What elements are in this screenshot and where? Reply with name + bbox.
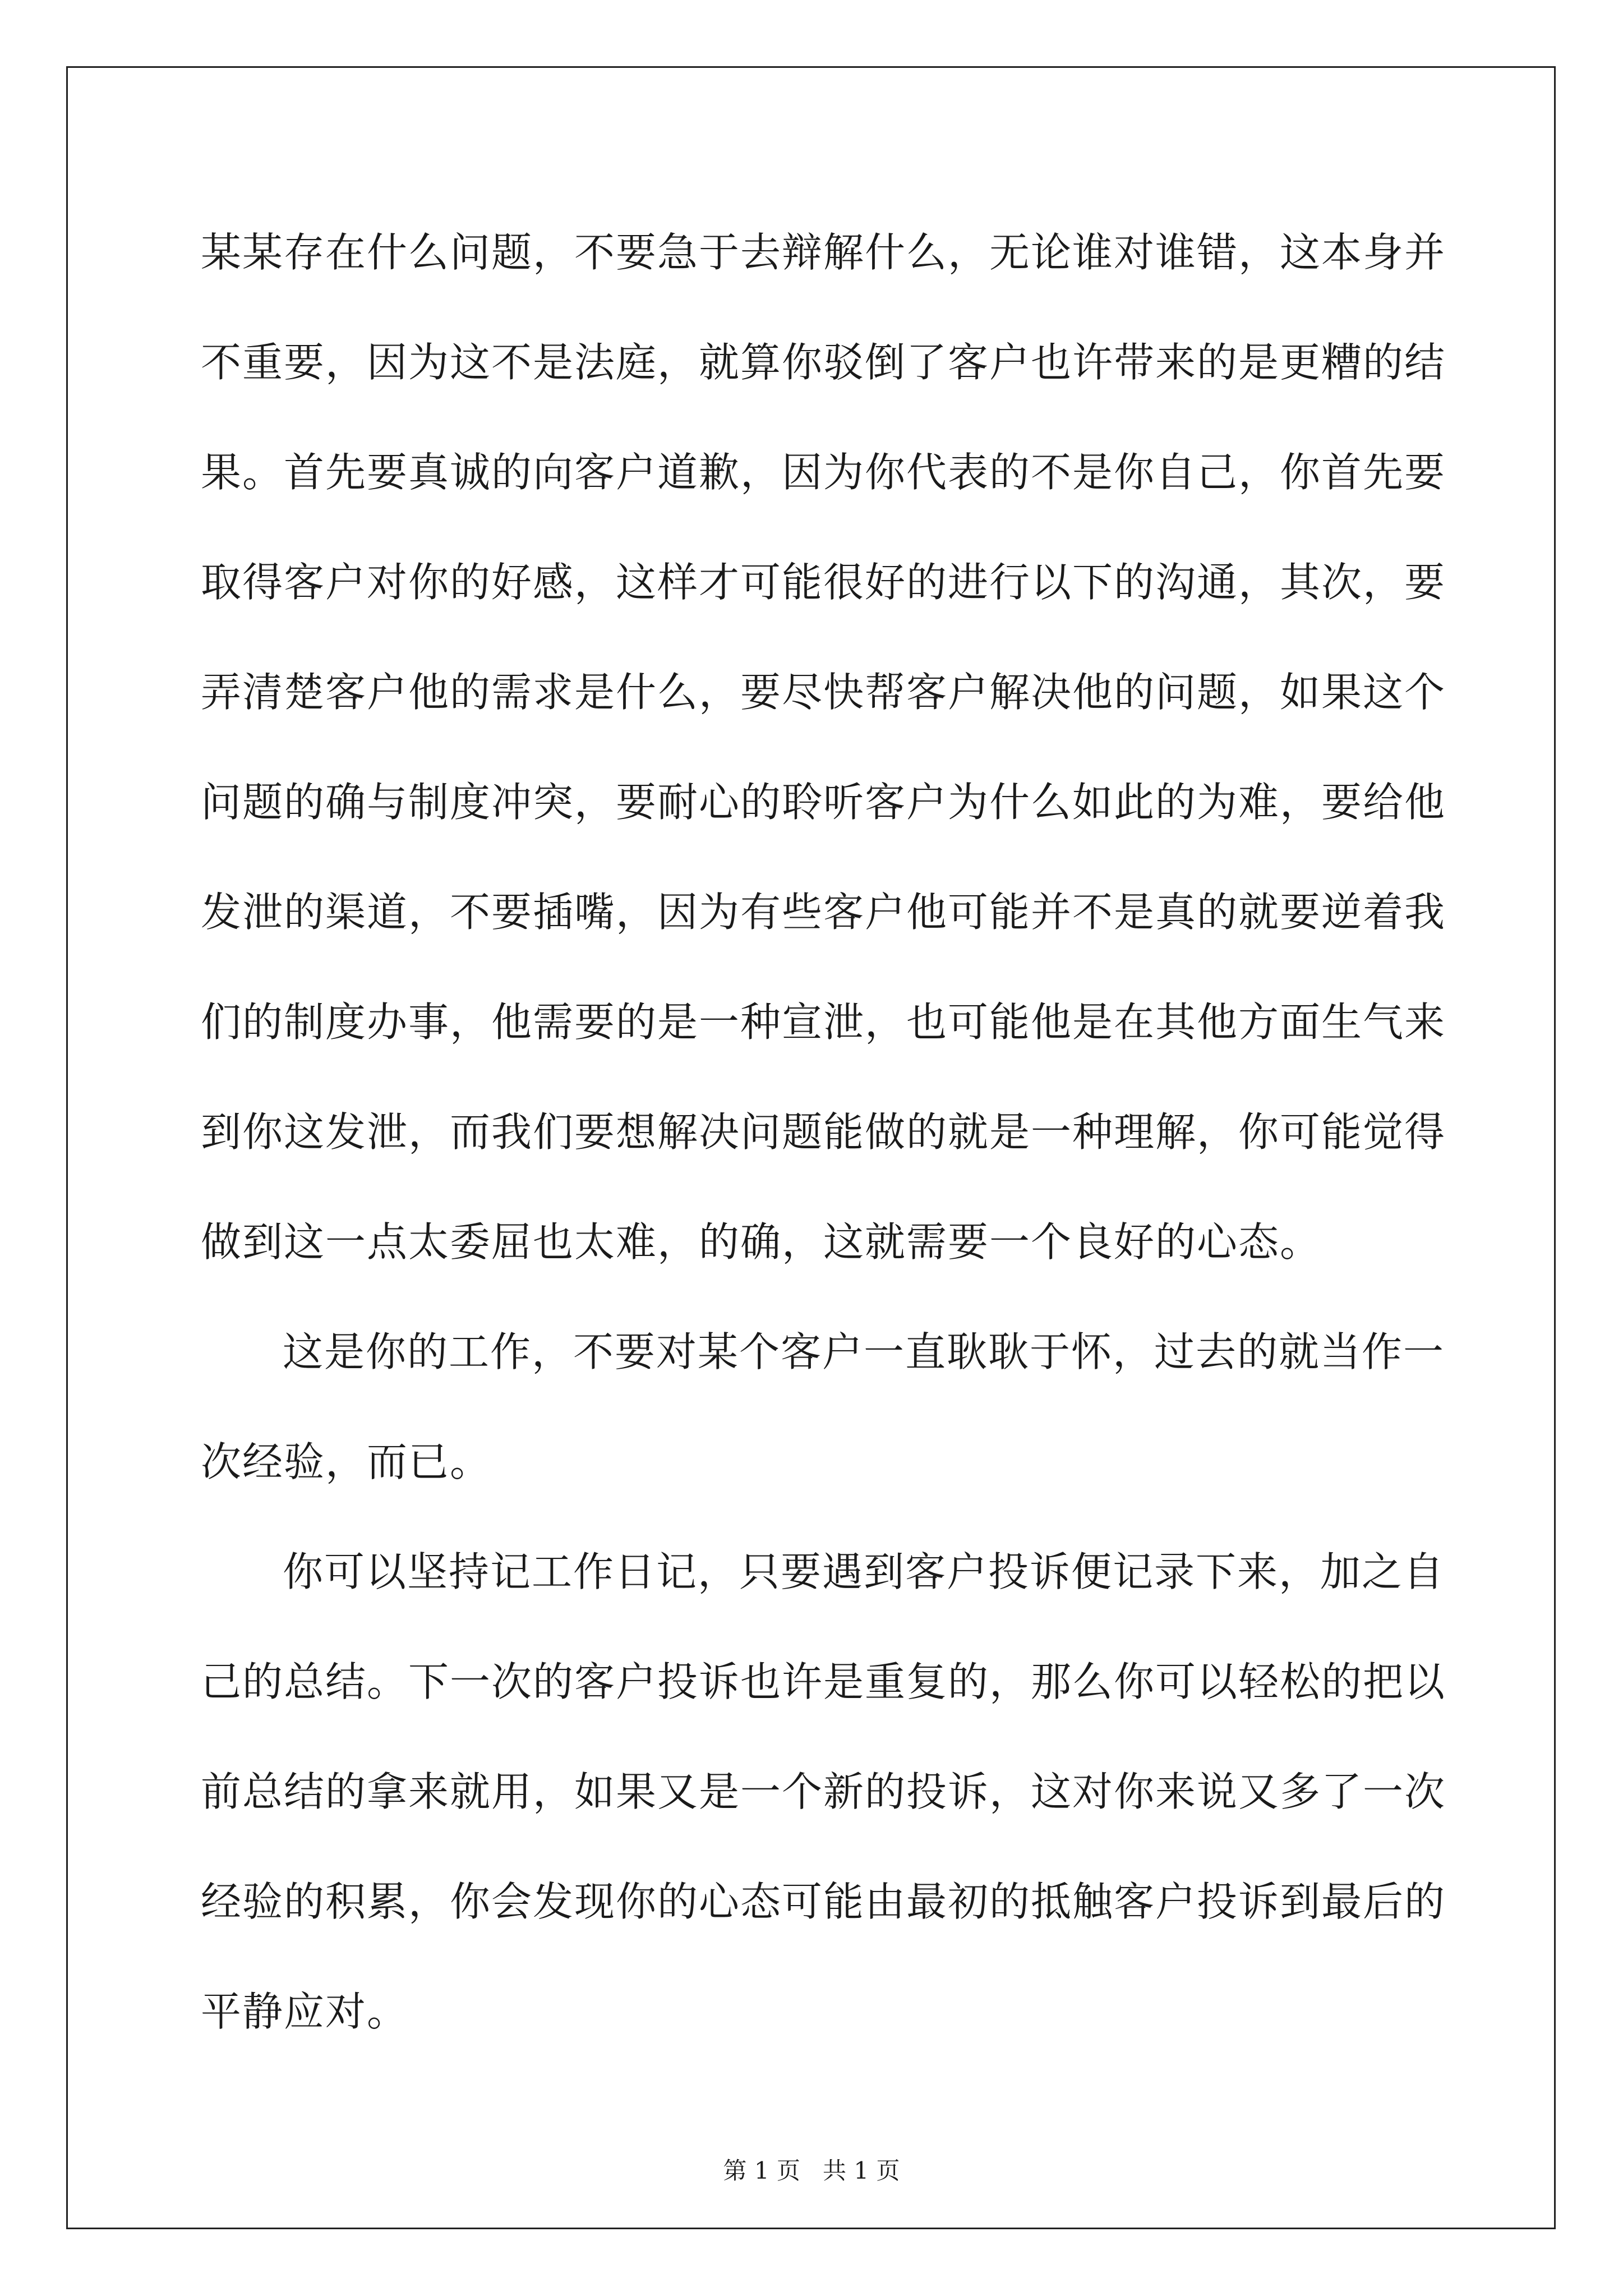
text-line: 次经验，而已。 xyxy=(201,1438,492,1485)
paragraph xyxy=(201,1310,1445,1530)
text-line: 发泄的渠道，不要插嘴，因为有些客户他可能并不是真的就要逆着我 xyxy=(201,889,1446,936)
paragraph xyxy=(201,1530,1446,2079)
document-body xyxy=(201,210,1446,2079)
page-number: 第 1 页 xyxy=(723,2157,800,2184)
text-line: 前总结的拿来就用，如果又是一个新的投诉，这对你来说又多了一次 xyxy=(201,1768,1446,1815)
text-line: 们的制度办事，他需要的是一种宣泄，也可能他是在其他方面生气来 xyxy=(201,999,1446,1046)
page-footer xyxy=(0,2154,1623,2188)
text-line: 这是你的工作，不要对某个客户一直耿耿于怀，过去的就当作一 xyxy=(283,1328,1445,1375)
text-line: 己的总结。下一次的客户投诉也许是重复的，那么你可以轻松的把以 xyxy=(201,1658,1446,1705)
text-line: 做到这一点太委屈也太难，的确，这就需要一个良好的心态。 xyxy=(201,1218,1322,1266)
page-total: 共 1 页 xyxy=(823,2157,900,2184)
text-line: 果。首先要真诚的向客户道歉，因为你代表的不是你自己，你首先要 xyxy=(201,449,1446,496)
text-line: 你可以坚持记工作日记，只要遇到客户投诉便记录下来，加之自 xyxy=(283,1548,1445,1595)
paragraph xyxy=(201,210,1446,1310)
text-line: 某某存在什么问题，不要急于去辩解什么，无论谁对谁错，这本身并 xyxy=(201,229,1446,276)
text-line: 取得客户对你的好感，这样才可能很好的进行以下的沟通，其次，要 xyxy=(201,559,1446,606)
text-line: 到你这发泄，而我们要想解决问题能做的就是一种理解，你可能觉得 xyxy=(201,1108,1446,1156)
text-line: 经验的积累，你会发现你的心态可能由最初的抵触客户投诉到最后的 xyxy=(201,1878,1446,1925)
text-line: 平静应对。 xyxy=(201,1988,409,2035)
text-line: 弄清楚客户他的需求是什么，要尽快帮客户解决他的问题，如果这个 xyxy=(201,669,1446,716)
text-line: 问题的确与制度冲突，要耐心的聆听客户为什么如此的为难，要给他 xyxy=(201,779,1446,826)
text-line: 不重要，因为这不是法庭，就算你驳倒了客户也许带来的是更糟的结 xyxy=(201,339,1446,386)
